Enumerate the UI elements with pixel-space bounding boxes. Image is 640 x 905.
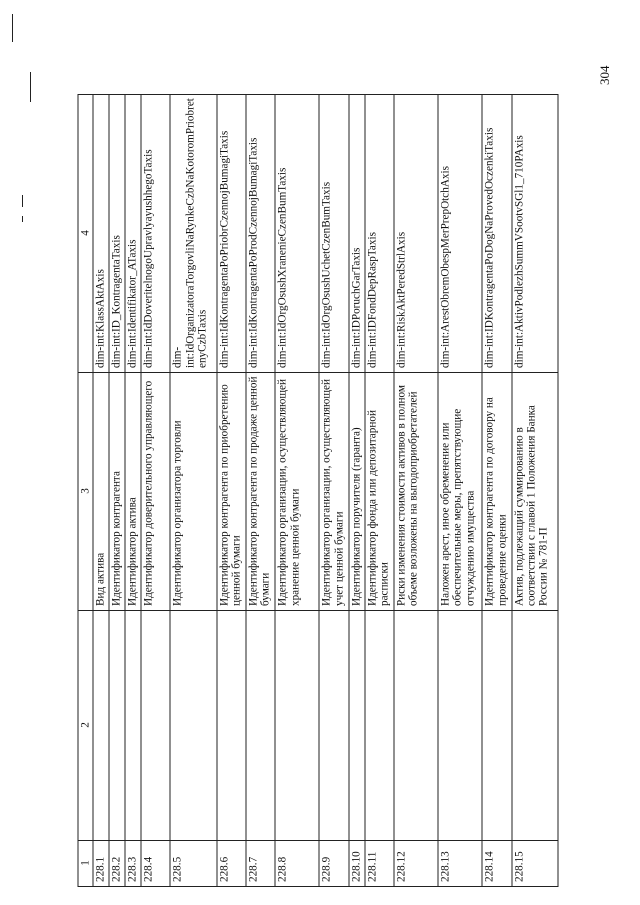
- table-row: [365, 95, 394, 887]
- table-row: [482, 95, 511, 887]
- row-description: Идентификатор актива: [125, 373, 141, 611]
- scan-mark: [22, 216, 23, 222]
- table-row: [438, 95, 482, 887]
- table-row: [141, 95, 170, 887]
- row-number: 228.13: [438, 841, 482, 887]
- row-col2: [512, 611, 558, 841]
- rotated-table-container: [78, 95, 559, 887]
- row-code: dim-int:IdOrgOsushUchetCzenBumTaxis: [319, 95, 348, 373]
- header-col-1: 1: [78, 841, 93, 887]
- table-header-row: [78, 95, 93, 887]
- row-number: 228.12: [394, 841, 438, 887]
- row-description: Идентификатор контрагента по продаже ценной бумаги: [246, 373, 275, 611]
- row-description: Идентификатор фонда или депозитарной расписки: [365, 373, 394, 611]
- row-code: dim-int:AktivPodlezhSummVSootvSGl1_710PAxis: [512, 95, 558, 373]
- header-col-2: 2: [78, 611, 93, 841]
- row-number: 228.11: [365, 841, 394, 887]
- table-row: [125, 95, 141, 887]
- dimensions-table: [78, 94, 559, 887]
- row-col2: [438, 611, 482, 841]
- table-row: [319, 95, 348, 887]
- row-description: Идентификатор контрагента: [109, 373, 125, 611]
- row-code: dim-int:IDKontragentaPoDogNaProvedOczenkiTaxis: [482, 95, 511, 373]
- row-col2: [141, 611, 170, 841]
- row-code: dim-int:IDFondDepRaspTaxis: [365, 95, 394, 373]
- page-number: 304: [597, 65, 612, 85]
- row-description: Идентификатор организации, осуществляющей хранение ценной бумаги: [275, 373, 319, 611]
- header-col-3: 3: [78, 373, 93, 611]
- table-row: [275, 95, 319, 887]
- row-number: 228.6: [217, 841, 246, 887]
- header-col-4: 4: [78, 95, 93, 373]
- row-code: dim-int:RiskAktPeredStrlAxis: [394, 95, 438, 373]
- scan-mark: [12, 14, 13, 42]
- row-description: Идентификатор организатора торговли: [170, 373, 216, 611]
- table-row: [394, 95, 438, 887]
- table-row: [349, 95, 365, 887]
- table-row: [170, 95, 216, 887]
- row-description: Идентификатор доверительного управляющего: [141, 373, 170, 611]
- row-number: 228.14: [482, 841, 511, 887]
- table-row: [246, 95, 275, 887]
- row-code: dim-int:IdKontragentaPoProdCzennojBumagiTaxis: [246, 95, 275, 373]
- row-description: Идентификатор поручителя (гаранта): [349, 373, 365, 611]
- row-number: 228.7: [246, 841, 275, 887]
- row-col2: [275, 611, 319, 841]
- table-row: [109, 95, 125, 887]
- row-description: Идентификатор организации, осуществляющей учет ценной бумаги: [319, 373, 348, 611]
- row-number: 228.8: [275, 841, 319, 887]
- row-number: 228.3: [125, 841, 141, 887]
- row-code: dim-int:ID_KontragentaTaxis: [109, 95, 125, 373]
- row-number: 228.2: [109, 841, 125, 887]
- row-col2: [125, 611, 141, 841]
- row-col2: [394, 611, 438, 841]
- row-description: Идентификатор контрагента по приобретению ценной бумаги: [217, 373, 246, 611]
- row-col2: [319, 611, 348, 841]
- row-description: Риски изменения стоимости активов в полном объеме возложены на выгодоприобретателей: [394, 373, 438, 611]
- row-code: dim-int:KlassAktAxis: [93, 95, 109, 373]
- row-description: Идентификатор контрагента по договору на проведение оценки: [482, 373, 511, 611]
- row-number: 228.9: [319, 841, 348, 887]
- row-code: dim-int:IDPoruchGarTaxis: [349, 95, 365, 373]
- row-number: 228.1: [93, 841, 109, 887]
- table-row: [93, 95, 109, 887]
- row-number: 228.10: [349, 841, 365, 887]
- row-description: Актив, подлежащий суммированию в соответствии с главой 1 Положения Банка России № 781-П: [512, 373, 558, 611]
- row-col2: [365, 611, 394, 841]
- row-code: dim-int:IdOrganizatoraTorgovliNaRynkeCzbNaKotoromPriobretenyCzbTaxis: [170, 95, 216, 373]
- row-code: dim-int:IdDoveritelnogoUpravlyayushhegoTaxis: [141, 95, 170, 373]
- row-col2: [93, 611, 109, 841]
- row-code: dim-int:IdKontragentaPoPriobrCzennojBumagiTaxis: [217, 95, 246, 373]
- row-number: 228.15: [512, 841, 558, 887]
- row-col2: [170, 611, 216, 841]
- row-col2: [482, 611, 511, 841]
- row-col2: [349, 611, 365, 841]
- scan-mark: [22, 195, 23, 207]
- row-code: dim-int:Identifikator_ATaxis: [125, 95, 141, 373]
- row-number: 228.4: [141, 841, 170, 887]
- row-number: 228.5: [170, 841, 216, 887]
- row-col2: [246, 611, 275, 841]
- row-col2: [109, 611, 125, 841]
- row-code: dim-int:ArestObremObespMerPrepOtchAxis: [438, 95, 482, 373]
- row-code: dim-int:IdOrgOsushXranenieCzenBumTaxis: [275, 95, 319, 373]
- row-col2: [217, 611, 246, 841]
- scan-mark: [30, 72, 31, 102]
- row-description: Вид актива: [93, 373, 109, 611]
- table-row: [512, 95, 558, 887]
- row-description: Наложен арест, иное обременение или обеспечительные меры, препятствующие отчуждению имущества: [438, 373, 482, 611]
- table-row: [217, 95, 246, 887]
